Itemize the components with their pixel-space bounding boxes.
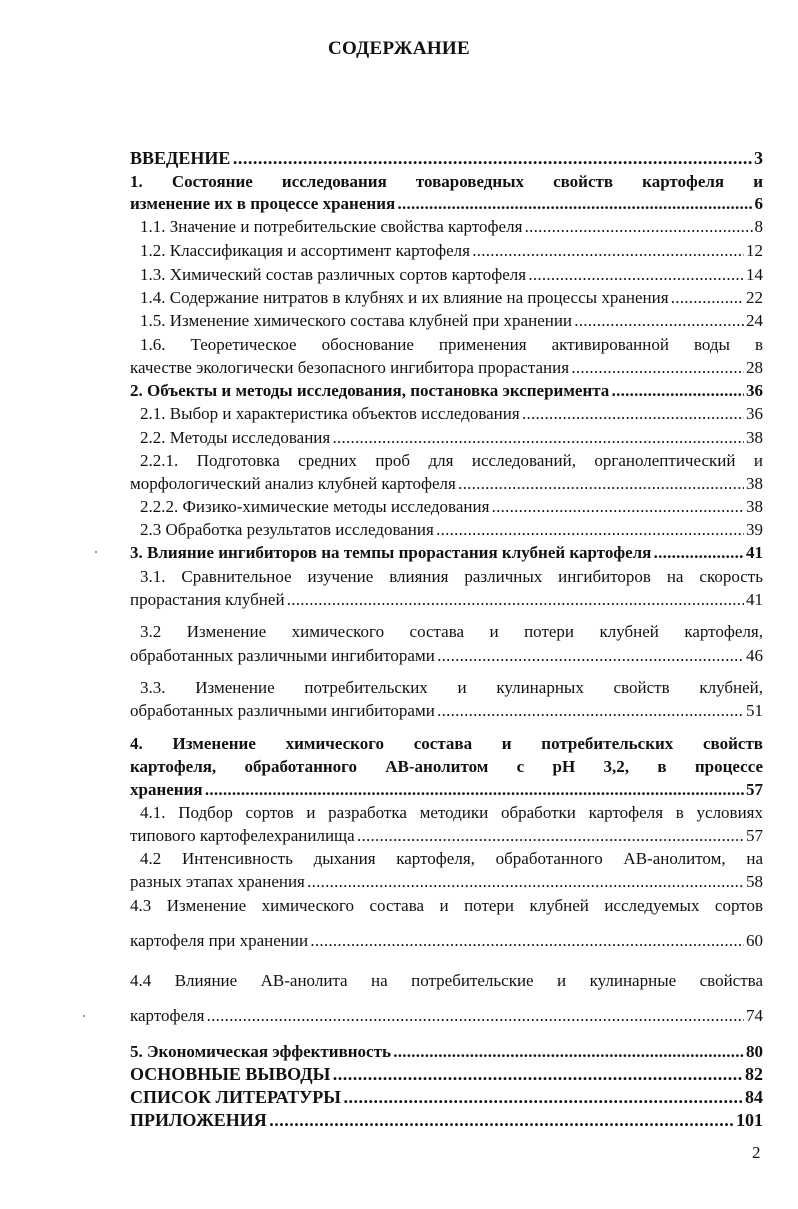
toc-entry-2-3: 2.3 Обработка результатов исследования . . . 39 <box>140 519 763 541</box>
toc-entry-4-3: картофеля при хранении . . . 60 <box>130 930 763 952</box>
toc-entry-3-3: обработанных различными ингибиторами . . . 51 <box>130 700 763 722</box>
toc-entry-3-1-line1: 3.1. Сравнительное изучение влияния различных ингибиторов на скорость <box>140 567 763 586</box>
toc-entry-4-1-line1: 4.1. Подбор сортов и разработка методики обработки картофеля в условиях <box>140 803 763 822</box>
toc-entry-conclusions: ОСНОВНЫЕ ВЫВОДЫ . . . 82 <box>130 1063 763 1085</box>
toc-page-number: 24 <box>746 311 763 330</box>
toc-entry-appendices: ПРИЛОЖЕНИЯ . . . 101 <box>130 1109 763 1131</box>
toc-page-number: 41 <box>746 590 763 609</box>
toc-page-number: 8 <box>754 217 763 236</box>
toc-page-number: 82 <box>745 1064 763 1084</box>
toc-entry-chapter-4-line1: 4. Изменение химического состава и потребительских свойств <box>130 734 763 753</box>
toc-entry-4-1: типового картофелехранилища . . . 57 <box>130 825 763 847</box>
toc-page-number: 60 <box>746 931 763 950</box>
toc-entry-4-3-line1: 4.3 Изменение химического состава и потери клубней исследуемых сортов <box>130 896 763 915</box>
toc-entry-intro: ВВЕДЕНИЕ . . . 3 <box>130 147 763 169</box>
toc-entry-chapter-4: хранения . . . 57 <box>130 779 763 801</box>
toc-entry-1-3: 1.3. Химический состав различных сортов картофеля . . . 14 <box>140 264 763 286</box>
scan-speck <box>83 1015 85 1017</box>
toc-page-number: 80 <box>746 1042 763 1061</box>
toc-page-number: 57 <box>746 826 763 845</box>
toc-page-number: 6 <box>754 194 763 213</box>
toc-entry-references: СПИСОК ЛИТЕРАТУРЫ . . . 84 <box>130 1086 763 1108</box>
toc-entry-1-1: 1.1. Значение и потребительские свойства картофеля . . . 8 <box>140 216 763 238</box>
toc-page-number: 51 <box>746 701 763 720</box>
toc-page-number: 57 <box>746 780 763 799</box>
toc-page-number: 39 <box>746 520 763 539</box>
toc-entry-4-2: разных этапах хранения . . . 58 <box>130 871 763 893</box>
toc-page-number: 74 <box>746 1006 763 1025</box>
toc-entry-chapter-5: 5. Экономическая эффективность . . . 80 <box>130 1041 763 1063</box>
toc-page-number: 58 <box>746 872 763 891</box>
toc-entry-1-6: качестве экологически безопасного ингибитора прорастания . . . 28 <box>130 357 763 379</box>
toc-entry-2-2-2: 2.2.2. Физико-химические методы исследования . . . 38 <box>140 496 763 518</box>
page-number: 2 <box>752 1143 761 1162</box>
toc-entry-2-2-1: морфологический анализ клубней картофеля . . . 38 <box>130 473 763 495</box>
toc-page-number: 38 <box>746 497 763 516</box>
toc-entry-1-6-line1: 1.6. Теоретическое обоснование применения активированной воды в <box>140 335 763 354</box>
toc-entry-4-4: картофеля . . . 74 <box>130 1005 763 1027</box>
toc-page-number: 101 <box>736 1110 763 1130</box>
page-title: СОДЕРЖАНИЕ <box>328 38 470 59</box>
toc-entry-1-4: 1.4. Содержание нитратов в клубнях и их влияние на процессы хранения . . . 22 <box>140 287 763 309</box>
toc-page-number: 22 <box>746 288 763 307</box>
toc-entry-2-1: 2.1. Выбор и характеристика объектов исследования . . . 36 <box>140 403 763 425</box>
toc-entry-2-2-1-line1: 2.2.1. Подготовка средних проб для исследований, органолептический и <box>140 451 763 470</box>
toc-page-number: 46 <box>746 646 763 665</box>
toc-entry-chapter-3: 3. Влияние ингибиторов на темпы прорастания клубней картофеля . . . 41 <box>130 542 763 564</box>
toc-page-number: 41 <box>746 543 763 562</box>
toc-entry-chapter-1-line1: 1. Состояние исследования товароведных свойств картофеля и <box>130 172 763 191</box>
toc-entry-1-2: 1.2. Классификация и ассортимент картофеля . . . 12 <box>140 240 763 262</box>
toc-page-number: 38 <box>746 428 763 447</box>
toc-page-number: 84 <box>745 1087 763 1107</box>
toc-entry-1-5: 1.5. Изменение химического состава клубней при хранении . . . 24 <box>140 310 763 332</box>
toc-page-number: 36 <box>746 381 763 400</box>
toc-entry-2-2: 2.2. Методы исследования . . . 38 <box>140 427 763 449</box>
toc-page-number: 12 <box>746 241 763 260</box>
toc-entry-4-4-line1: 4.4 Влияние АВ-анолита на потребительские и кулинарные свойства <box>130 971 763 990</box>
toc-page-number: 28 <box>746 358 763 377</box>
toc-page-number: 14 <box>746 265 763 284</box>
toc-page-number: 3 <box>754 148 763 168</box>
toc-entry-chapter-2: 2. Объекты и методы исследования, постановка эксперимента . . . 36 <box>130 380 763 402</box>
toc-page-number: 36 <box>746 404 763 423</box>
toc-entry-chapter-1: изменение их в процессе хранения . . . 6 <box>130 193 763 215</box>
toc-entry-3-1: прорастания клубней . . . 41 <box>130 589 763 611</box>
toc-entry-3-3-line1: 3.3. Изменение потребительских и кулинарных свойств клубней, <box>140 678 763 697</box>
toc-entry-chapter-4-line2: картофеля, обработанного АВ-анолитом с рН 3,2, в процессе <box>130 757 763 776</box>
scan-speck <box>95 551 97 553</box>
toc-page-number: 38 <box>746 474 763 493</box>
toc-entry-3-2-line1: 3.2 Изменение химического состава и потери клубней картофеля, <box>140 622 763 641</box>
toc-entry-3-2: обработанных различными ингибиторами . . . 46 <box>130 645 763 667</box>
toc-entry-4-2-line1: 4.2 Интенсивность дыхания картофеля, обработанного АВ-анолитом, на <box>140 849 763 868</box>
